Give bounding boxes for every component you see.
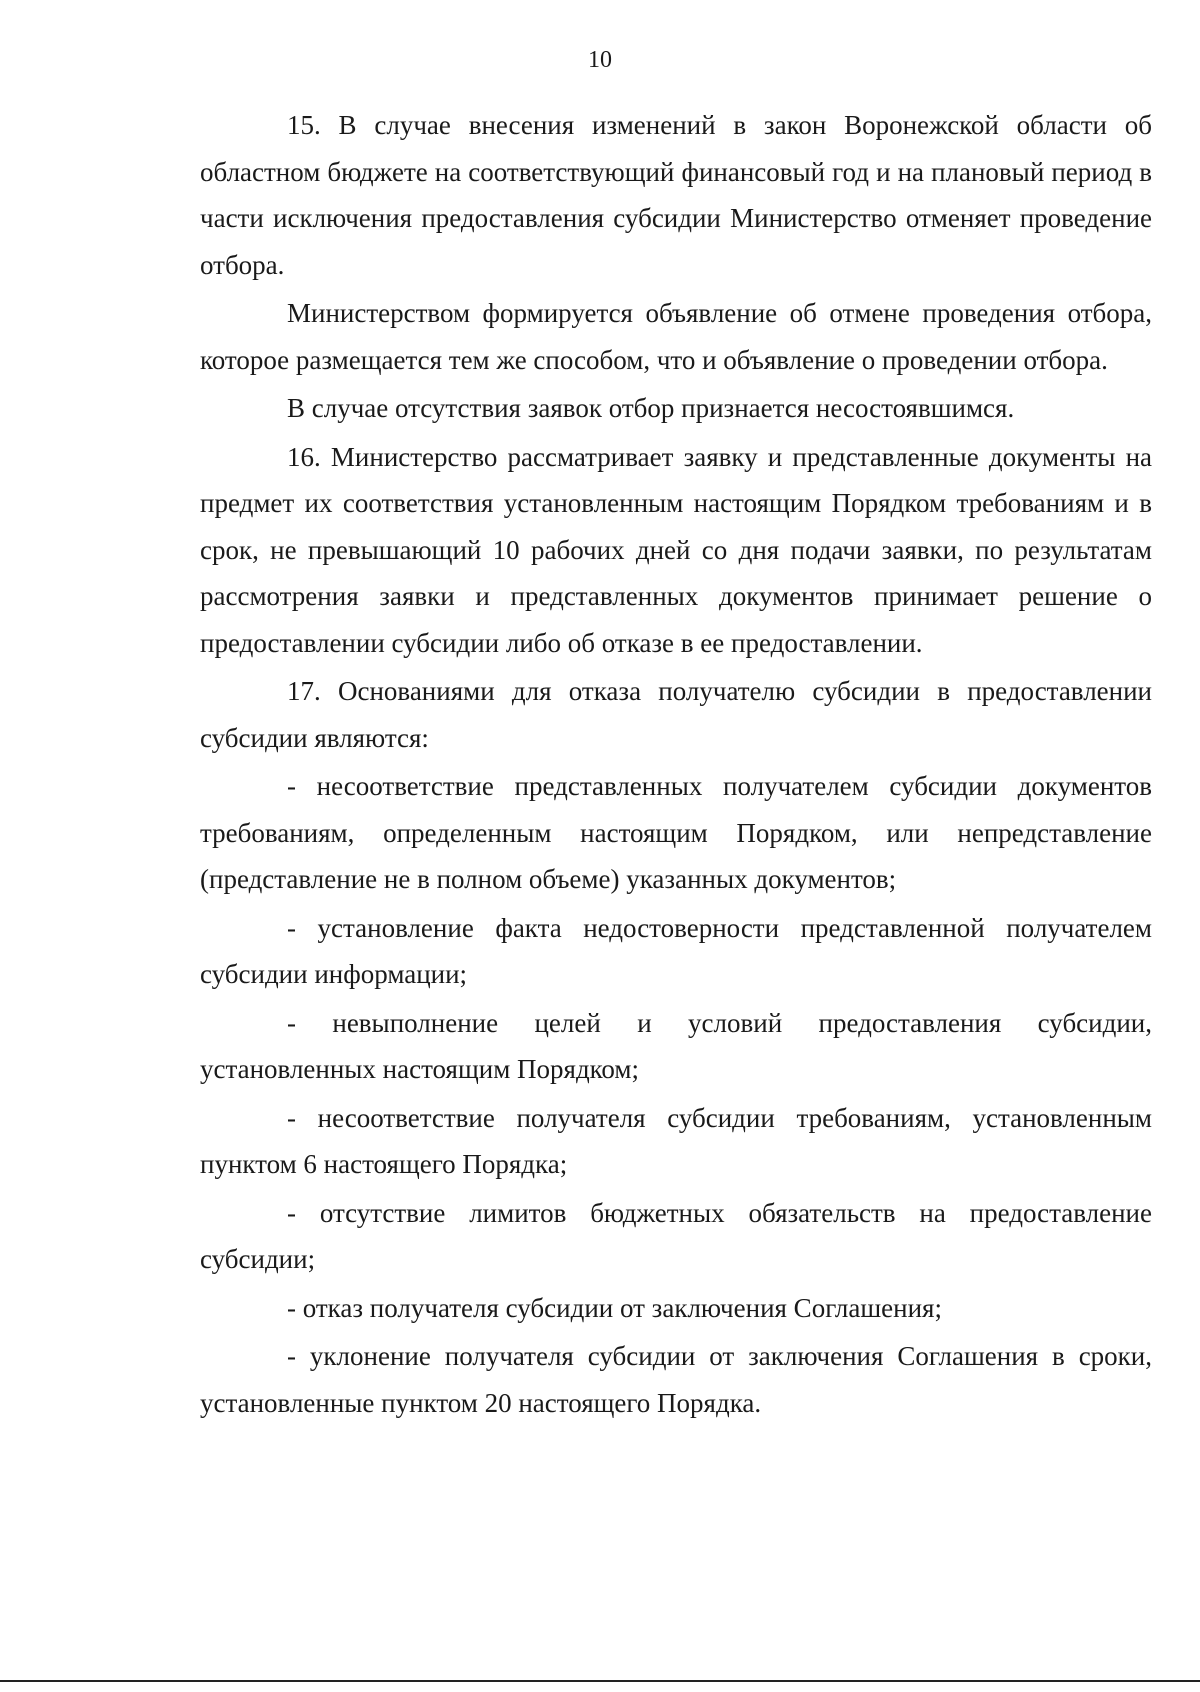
list-item: - несоответствие получателя субсидии требованиям, установленным пунктом 6 настоящего Порядка;	[200, 1102, 1152, 1179]
paragraph-no-applications: В случае отсутствия заявок отбор признается несостоявшимся.	[287, 393, 1015, 423]
list-item: - невыполнение целей и условий предоставления субсидии, установленных настоящим Порядком;	[200, 1007, 1152, 1084]
bottom-edge-line	[0, 1680, 1200, 1682]
list-item: - установление факта недостоверности представленной получателем субсидии информации;	[200, 912, 1152, 989]
list-item: - отсутствие лимитов бюджетных обязательств на предоставление субсидии;	[200, 1197, 1152, 1274]
paragraph-16: 16. Министерство рассматривает заявку и представленные документы на предмет их соответствия установленным настоящим Порядком требованиям и в срок, не превышающий 10 рабочих дней со дня подачи заявки, по результатам рассмотрения заявки и представленных документов принимает решение о предоставлении субсидии либо об отказе в ее предоставлении.	[200, 441, 1152, 658]
list-item: - уклонение получателя субсидии от заключения Соглашения в сроки, установленные пунктом 20 настоящего Порядка.	[200, 1341, 1152, 1418]
paragraph-17: 17. Основаниями для отказа получателю субсидии в предоставлении субсидии являются:	[200, 676, 1152, 753]
document-body	[200, 102, 1152, 1428]
list-item: - несоответствие представленных получателем субсидии документов требованиям, определенным настоящим Порядком, или непредставление (представление не в полном объеме) указанных документов;	[200, 771, 1152, 894]
paragraph-cancel-announcement: Министерством формируется объявление об отмене проведения отбора, которое размещается тем же способом, что и объявление о проведении отбора.	[200, 298, 1152, 375]
list-item: - отказ получателя субсидии от заключения Соглашения;	[287, 1292, 942, 1323]
page-number: 10	[588, 47, 612, 73]
paragraph-15: 15. В случае внесения изменений в закон Воронежской области об областном бюджете на соответствующий финансовый год и на плановый период в части исключения предоставления субсидии Министерство отменяет проведение отбора.	[200, 110, 1152, 280]
